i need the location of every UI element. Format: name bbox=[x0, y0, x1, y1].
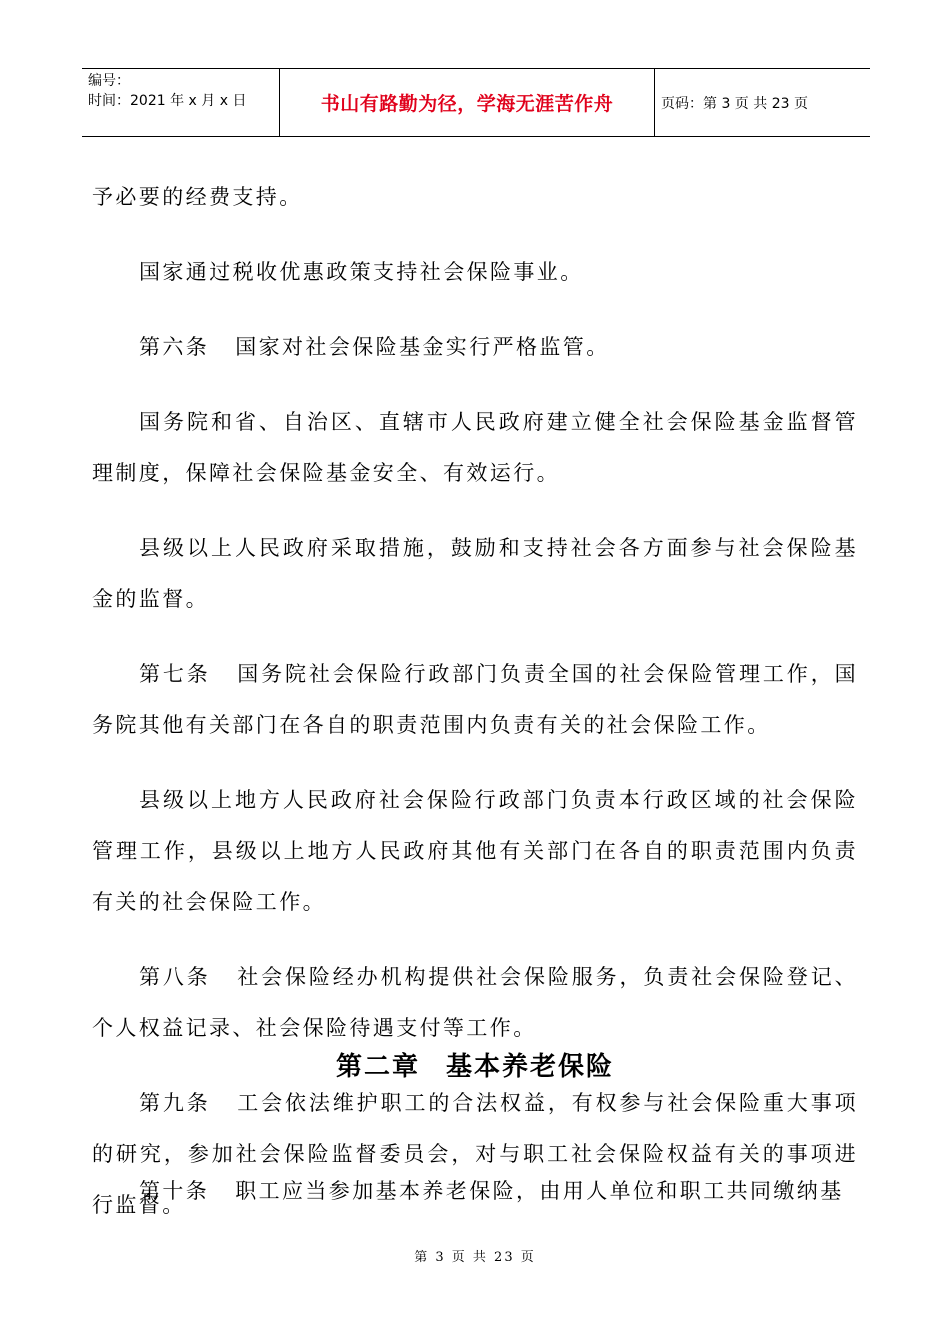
article-head: 第六条 bbox=[139, 335, 210, 359]
paragraph-text: 县级以上人民政府采取措施，鼓励和支持社会各方面参与社会保险基金的监督。 bbox=[92, 536, 858, 611]
page-footer: 第 3 页 共 23 页 bbox=[414, 1250, 536, 1265]
header-motto: 书山有路勤为径，学海无涯苦作舟 bbox=[280, 69, 655, 136]
article-head: 第九条 bbox=[139, 1091, 211, 1115]
chapter-title: 基本养老保险 bbox=[446, 1052, 615, 1082]
body-text bbox=[92, 172, 858, 1255]
paragraph-text: 社会保险经办机构提供社会保险服务，负责社会保险登记、个人权益记录、社会保险待遇支付等工作。 bbox=[92, 965, 859, 1040]
article-10-paragraph bbox=[92, 1166, 858, 1217]
article-10-text: 职工应当参加基本养老保险，由用人单位和职工共同缴纳基 bbox=[235, 1179, 844, 1203]
paragraph-text: 国务院和省、自治区、直辖市人民政府建立健全社会保险基金监督管理制度，保障社会保险基金安全、有效运行。 bbox=[92, 410, 858, 485]
article-10-head: 第十条 bbox=[139, 1179, 210, 1203]
article-head: 第八条 bbox=[139, 965, 211, 989]
body-paragraph bbox=[92, 649, 858, 751]
document-date-label: 时间：2021 年 x 月 x 日 bbox=[88, 93, 247, 109]
body-paragraph bbox=[92, 952, 858, 1054]
paragraph-text: 县级以上地方人民政府社会保险行政部门负责本行政区域的社会保险管理工作，县级以上地方人民政府其他有关部门在各自的职责范围内负责有关的社会保险工作。 bbox=[92, 788, 858, 914]
article-head: 第七条 bbox=[139, 662, 211, 686]
document-number-label: 编号： bbox=[88, 73, 130, 89]
header-meta bbox=[82, 69, 280, 136]
body-paragraph bbox=[92, 523, 858, 625]
body-paragraph bbox=[92, 397, 858, 499]
body-paragraph bbox=[92, 775, 858, 928]
paragraph-text: 国务院社会保险行政部门负责全国的社会保险管理工作，国务院其他有关部门在各自的职责范围内负责有关的社会保险工作。 bbox=[92, 662, 859, 737]
chapter-number: 第二章 bbox=[335, 1052, 420, 1082]
paragraph-text: 国家通过税收优惠政策支持社会保险事业。 bbox=[139, 260, 584, 284]
body-paragraph bbox=[92, 172, 858, 223]
body-paragraph bbox=[92, 322, 858, 373]
paragraph-text: 国家对社会保险基金实行严格监管。 bbox=[235, 335, 610, 359]
paragraph-text: 予必要的经费支持。 bbox=[92, 185, 303, 209]
paragraph-text: 工会依法维护职工的合法权益，有权参与社会保险重大事项的研究，参加社会保险监督委员会，对与职工社会保险权益有关的事项进行监督。 bbox=[92, 1091, 859, 1217]
body-paragraph bbox=[92, 247, 858, 298]
page-header bbox=[82, 68, 870, 137]
chapter-heading bbox=[0, 1046, 950, 1083]
header-page-info: 页码：第 3 页 共 23 页 bbox=[661, 95, 808, 112]
